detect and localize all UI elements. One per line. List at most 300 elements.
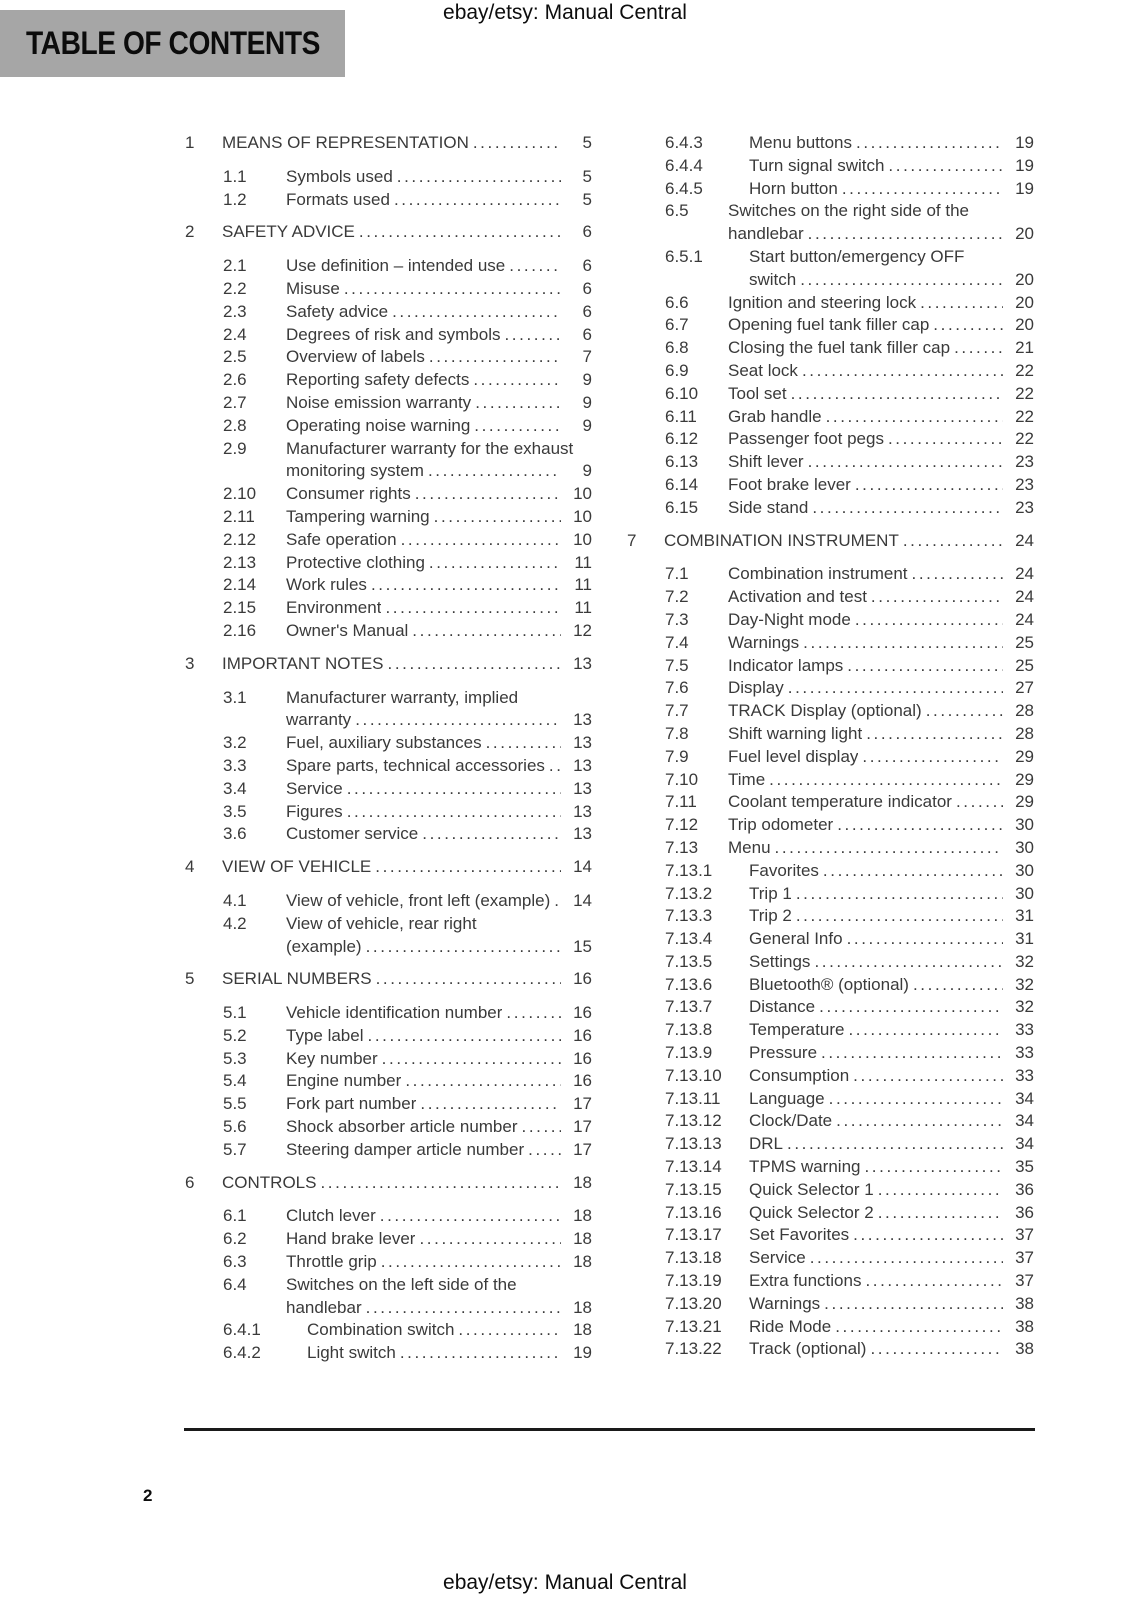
toc-entry-number: 7.13.8 — [665, 1020, 713, 1040]
dot-leader — [796, 883, 1003, 906]
toc-entry-title: Distance — [749, 997, 816, 1017]
toc-entry-number: 2.16 — [223, 620, 257, 640]
toc-entry-title: Switches on the left side of the — [286, 1274, 517, 1294]
toc-entry-page: 13 — [573, 824, 592, 844]
dot-leader — [422, 823, 561, 846]
toc-entry — [185, 324, 592, 347]
toc-entry-page: 34 — [1015, 1111, 1034, 1131]
toc-entry-number: 5.7 — [223, 1139, 247, 1159]
toc-entry — [185, 1274, 592, 1320]
dot-leader — [375, 856, 561, 879]
toc-entry-title: Menu — [728, 837, 771, 857]
dot-leader — [864, 1156, 1003, 1179]
dot-leader — [788, 677, 1003, 700]
toc-entry-page: 20 — [1015, 315, 1034, 335]
toc-entry — [627, 178, 1034, 201]
dot-leader — [486, 732, 561, 755]
toc-entry-number: 2.11 — [223, 506, 255, 526]
toc-entry-number: 4 — [185, 857, 195, 877]
toc-entry-title: Steering damper article number — [286, 1139, 525, 1159]
toc-entry — [627, 996, 1034, 1019]
toc-entry — [627, 474, 1034, 497]
toc-entry-number: 7 — [627, 530, 637, 550]
dot-leader — [344, 278, 561, 301]
toc-entry-page: 32 — [1015, 974, 1034, 994]
toc-entry — [627, 883, 1034, 906]
toc-entry-title: Spare parts, technical accessories — [286, 755, 545, 775]
page-title: TABLE OF CONTENTS — [26, 25, 320, 61]
dot-leader — [401, 529, 561, 552]
page-title-banner — [0, 10, 345, 77]
toc-entry-title: Misuse — [286, 278, 340, 298]
toc-entry-page: 31 — [1015, 906, 1034, 926]
toc-entry-page: 6 — [582, 256, 592, 276]
dot-leader — [787, 1133, 1003, 1156]
toc-entry-title-continued: handlebar — [286, 1297, 362, 1317]
toc-entry-number: 2.12 — [223, 529, 257, 549]
toc-entry — [627, 360, 1034, 383]
dot-leader — [775, 837, 1003, 860]
toc-entry-number: 5.5 — [223, 1094, 247, 1114]
toc-entry — [185, 620, 592, 643]
toc-entry-number: 7.13.10 — [665, 1065, 722, 1085]
toc-entry — [627, 974, 1034, 997]
dot-leader — [392, 301, 561, 324]
toc-entry-page: 24 — [1015, 587, 1034, 607]
dot-leader — [913, 974, 1003, 997]
dot-leader — [796, 905, 1003, 928]
toc-entry-number: 6.11 — [665, 406, 697, 426]
toc-entry — [627, 1179, 1034, 1202]
toc-entry — [185, 415, 592, 438]
dot-leader — [368, 1025, 562, 1048]
toc-entry-number: 6.5 — [665, 201, 689, 221]
toc-entry — [185, 255, 592, 278]
toc-entry-page: 10 — [573, 529, 592, 549]
toc-entry-title: Hand brake lever — [286, 1229, 416, 1249]
toc-entry-title: VIEW OF VEHICLE — [222, 857, 372, 877]
toc-entry-number: 1 — [185, 133, 195, 152]
toc-entry-number: 6.7 — [665, 315, 689, 335]
toc-entry-number: 7.5 — [665, 655, 689, 675]
toc-entry-page: 34 — [1015, 1088, 1034, 1108]
toc-entry — [627, 406, 1034, 429]
dot-leader — [814, 951, 1003, 974]
toc-entry-number: 1.2 — [223, 189, 247, 209]
dot-leader — [382, 1048, 561, 1071]
toc-entry-page: 18 — [573, 1172, 592, 1192]
toc-entry-title: Reporting safety defects — [286, 370, 470, 390]
toc-entry — [627, 655, 1034, 678]
toc-entry-page: 18 — [573, 1252, 592, 1272]
toc-entry-number: 6.10 — [665, 383, 699, 403]
toc-entry-title: Quick Selector 2 — [749, 1202, 874, 1222]
toc-entry — [627, 1156, 1034, 1179]
toc-entry-number: 6.4 — [223, 1274, 247, 1294]
page-number: 2 — [143, 1486, 153, 1505]
toc-entry-title: Ignition and steering lock — [728, 292, 917, 312]
toc-entry — [185, 823, 592, 846]
dot-leader — [400, 1342, 561, 1365]
toc-entry-page: 14 — [573, 890, 592, 910]
toc-entry-title: Grab handle — [728, 406, 822, 426]
toc-entry-title: Turn signal switch — [749, 155, 885, 175]
toc-entry-title: Extra functions — [749, 1271, 862, 1291]
footer-divider — [184, 1428, 1035, 1431]
toc-entry — [185, 1342, 592, 1365]
toc-entry-page: 13 — [573, 778, 592, 798]
dot-leader — [428, 460, 561, 483]
toc-entry-number: 7.12 — [665, 815, 699, 835]
toc-entry-number: 7.13.18 — [665, 1248, 722, 1268]
toc-entry-title: Environment — [286, 598, 382, 618]
toc-entry — [185, 1093, 592, 1116]
toc-entry-title: Time — [728, 769, 766, 789]
toc-entry-title: Fuel, auxiliary substances — [286, 733, 482, 753]
toc-entry-title: Degrees of risk and symbols — [286, 324, 501, 344]
toc-entry-page: 11 — [574, 552, 592, 572]
toc-entry-title: Bluetooth® (optional) — [749, 974, 909, 994]
toc-entry-title: Throttle grip — [286, 1252, 377, 1272]
toc-entry-page: 23 — [1015, 452, 1034, 472]
toc-entry-page: 22 — [1015, 406, 1034, 426]
toc-entry-page: 24 — [1015, 609, 1034, 629]
toc-entry-number: 7.1 — [665, 564, 689, 584]
toc-entry — [627, 1133, 1034, 1156]
toc-entry-number: 5 — [185, 969, 195, 989]
dot-leader — [506, 1002, 561, 1025]
toc-entry-title: Side stand — [728, 497, 809, 517]
dot-leader — [823, 860, 1003, 883]
toc-entry-number: 6.4.1 — [223, 1320, 261, 1340]
toc-entry-title: Shock absorber article number — [286, 1117, 518, 1137]
toc-entry-page: 22 — [1015, 383, 1034, 403]
toc-entry-page: 5 — [582, 166, 592, 186]
toc-entry-title: Passenger foot pegs — [728, 429, 884, 449]
toc-entry — [627, 1042, 1034, 1065]
toc-entry-number: 7.13.15 — [665, 1179, 722, 1199]
toc-entry-title: SAFETY ADVICE — [222, 222, 355, 242]
toc-entry-page: 11 — [574, 575, 592, 595]
toc-entry-number: 3.3 — [223, 755, 247, 775]
toc-entry-page: 37 — [1015, 1248, 1034, 1268]
toc-entry-page: 24 — [1015, 564, 1034, 584]
toc-entry-title: MEANS OF REPRESENTATION — [222, 133, 469, 152]
toc-entry-number: 7.13 — [665, 837, 699, 857]
dot-leader — [808, 451, 1003, 474]
toc-entry — [627, 746, 1034, 769]
toc-entry-number: 7.13.22 — [665, 1339, 722, 1359]
toc-entry-title: Consumption — [749, 1065, 850, 1085]
toc-entry — [627, 1065, 1034, 1088]
toc-entry — [185, 913, 592, 959]
dot-leader — [847, 928, 1003, 951]
toc-entry-title: Display — [728, 678, 784, 698]
toc-entry — [627, 791, 1034, 814]
dot-leader — [956, 791, 1003, 814]
toc-entry-title: Combination instrument — [728, 564, 908, 584]
toc-section-header — [185, 968, 592, 991]
toc-entry-page: 16 — [573, 1048, 592, 1068]
toc-entry-number: 7.13.13 — [665, 1134, 722, 1154]
toc-entry-page: 13 — [573, 710, 592, 730]
dot-leader — [920, 292, 1003, 315]
dot-leader — [429, 552, 561, 575]
toc-entry-title: Settings — [749, 951, 811, 971]
toc-entry-page: 20 — [1015, 224, 1034, 244]
toc-entry — [627, 292, 1034, 315]
toc-column-left — [185, 132, 592, 1365]
toc-entry-title: Clutch lever — [286, 1206, 376, 1226]
toc-entry-title: Type label — [286, 1025, 364, 1045]
dot-leader — [394, 189, 561, 212]
toc-entry-title: Safe operation — [286, 529, 397, 549]
toc-entry-page: 9 — [582, 461, 592, 481]
toc-entry-title: Noise emission warranty — [286, 392, 472, 412]
toc-entry-number: 7.13.14 — [665, 1157, 722, 1177]
toc-entry — [627, 563, 1034, 586]
toc-entry-page: 25 — [1015, 655, 1034, 675]
dot-leader — [888, 155, 1003, 178]
toc-entry-page: 21 — [1015, 338, 1034, 358]
toc-entry-title: Shift warning light — [728, 723, 863, 743]
dot-leader — [870, 1338, 1003, 1361]
toc-entry-page: 29 — [1015, 769, 1034, 789]
dot-leader — [366, 1297, 561, 1320]
toc-entry — [185, 890, 592, 913]
dot-leader — [836, 1110, 1003, 1133]
toc-entry-page: 22 — [1015, 360, 1034, 380]
toc-entry-number: 3.2 — [223, 733, 247, 753]
toc-entry — [627, 814, 1034, 837]
toc-entry-page: 5 — [582, 133, 592, 152]
toc-entry-number: 7.13.1 — [665, 860, 713, 880]
dot-leader — [866, 723, 1003, 746]
toc-entry — [627, 905, 1034, 928]
toc-entry-page: 36 — [1015, 1202, 1034, 1222]
dot-leader — [473, 369, 561, 392]
toc-entry-page: 18 — [573, 1297, 592, 1317]
toc-entry — [185, 1251, 592, 1274]
toc-entry-number: 5.2 — [223, 1025, 247, 1045]
toc-entry-title: Operating noise warning — [286, 415, 471, 435]
toc-entry-number: 2.4 — [223, 324, 247, 344]
dot-leader — [769, 769, 1003, 792]
toc-entry-title: Formats used — [286, 189, 390, 209]
toc-entry-title: Seat lock — [728, 360, 798, 380]
toc-entry-page: 19 — [573, 1343, 592, 1363]
dot-leader — [320, 1172, 561, 1195]
toc-entry-page: 19 — [1015, 178, 1034, 198]
toc-entry-title: Clock/Date — [749, 1111, 833, 1131]
dot-leader — [381, 1251, 561, 1274]
toc-entry — [185, 506, 592, 529]
dot-leader — [509, 255, 561, 278]
toc-entry-number: 2.7 — [223, 392, 247, 412]
toc-entry-number: 5.3 — [223, 1048, 247, 1068]
toc-entry-page: 30 — [1015, 815, 1034, 835]
toc-entry-page: 33 — [1015, 1043, 1034, 1063]
toc-entry — [627, 337, 1034, 360]
toc-entry-number: 4.1 — [223, 890, 247, 910]
site-header-label: ebay/etsy: Manual Central — [443, 1, 687, 24]
toc-entry — [627, 451, 1034, 474]
toc-entry-page: 9 — [582, 392, 592, 412]
toc-entry-page: 37 — [1015, 1225, 1034, 1245]
toc-entry-number: 6.5.1 — [665, 246, 703, 266]
dot-leader — [878, 1179, 1003, 1202]
toc-entry-title: Coolant temperature indicator — [728, 792, 952, 812]
toc-entry-number: 7.13.5 — [665, 951, 713, 971]
toc-entry — [627, 155, 1034, 178]
dot-leader — [380, 1205, 561, 1228]
toc-entry — [185, 369, 592, 392]
toc-entry-title: Closing the fuel tank filler cap — [728, 338, 951, 358]
toc-entry-page: 30 — [1015, 860, 1034, 880]
toc-entry-title: Trip 1 — [749, 883, 792, 903]
toc-entry-number: 7.13.17 — [665, 1225, 722, 1245]
toc-entry-title: Fuel level display — [728, 746, 859, 766]
toc-entry — [627, 1247, 1034, 1270]
toc-entry-number: 7.13.16 — [665, 1202, 722, 1222]
toc-entry — [185, 1048, 592, 1071]
toc-entry — [185, 301, 592, 324]
toc-entry — [627, 951, 1034, 974]
dot-leader — [819, 996, 1003, 1019]
toc-entry — [627, 497, 1034, 520]
toc-entry-title: Ride Mode — [749, 1316, 832, 1336]
toc-entry-number: 6.3 — [223, 1252, 247, 1272]
toc-entry-title: Language — [749, 1088, 825, 1108]
toc-entry — [627, 1224, 1034, 1247]
toc-entry-page: 38 — [1015, 1339, 1034, 1359]
dot-leader — [888, 428, 1003, 451]
toc-entry — [185, 597, 592, 620]
toc-entry-page: 23 — [1015, 474, 1034, 494]
dot-leader — [847, 655, 1003, 678]
toc-entry-page: 32 — [1015, 951, 1034, 971]
toc-entry-title: Tampering warning — [286, 506, 430, 526]
toc-entry-page: 22 — [1015, 429, 1034, 449]
toc-section-header — [627, 530, 1034, 553]
toc-entry — [627, 609, 1034, 632]
dot-leader — [842, 178, 1003, 201]
toc-entry-title: Trip 2 — [749, 906, 792, 926]
toc-entry-title: Horn button — [749, 178, 838, 198]
site-footer-label: ebay/etsy: Manual Central — [443, 1571, 687, 1594]
toc-entry-title: Temperature — [749, 1020, 845, 1040]
toc-entry-page: 16 — [573, 1025, 592, 1045]
toc-entry-number: 3 — [185, 653, 195, 673]
toc-entry-title-continued: warranty — [286, 710, 352, 730]
toc-entry-number: 5.4 — [223, 1071, 247, 1091]
toc-entry — [185, 552, 592, 575]
dot-leader — [853, 1065, 1003, 1088]
toc-entry-title: COMBINATION INSTRUMENT — [664, 530, 899, 550]
toc-column-right — [627, 132, 1034, 1361]
dot-leader — [405, 1070, 561, 1093]
toc-entry-page: 20 — [1015, 292, 1034, 312]
toc-entry-page: 9 — [582, 370, 592, 390]
toc-entry — [627, 928, 1034, 951]
toc-entry-number: 7.13.20 — [665, 1293, 722, 1313]
toc-entry — [627, 1270, 1034, 1293]
toc-entry — [185, 1139, 592, 1162]
toc-section-header — [185, 1172, 592, 1195]
toc-entry-title-continued: switch — [749, 269, 797, 289]
toc-entry-title: Trip odometer — [728, 815, 834, 835]
toc-entry-number: 7.6 — [665, 678, 689, 698]
toc-entry — [185, 778, 592, 801]
toc-entry-page: 13 — [573, 653, 592, 673]
dot-leader — [837, 814, 1003, 837]
toc-entry — [185, 392, 592, 415]
toc-entry-page: 14 — [573, 857, 592, 877]
dot-leader — [355, 709, 561, 732]
dot-leader — [419, 1228, 561, 1251]
dot-leader — [549, 755, 561, 778]
toc-entry — [185, 1205, 592, 1228]
toc-entry-number: 5.1 — [223, 1003, 247, 1023]
toc-entry-number: 6.2 — [223, 1229, 247, 1249]
dot-leader — [800, 269, 1003, 292]
toc-entry-number: 6 — [185, 1172, 195, 1192]
toc-entry-page: 11 — [574, 598, 592, 618]
toc-entry-number: 2.13 — [223, 552, 257, 572]
dot-leader — [855, 474, 1003, 497]
dot-leader — [458, 1319, 561, 1342]
toc-entry-number: 6.12 — [665, 429, 699, 449]
toc-entry-title-continued: (example) — [286, 936, 362, 956]
toc-entry-page: 16 — [573, 1071, 592, 1091]
toc-entry-page: 6 — [582, 324, 592, 344]
toc-entry-number: 7.8 — [665, 723, 689, 743]
toc-entry-page: 37 — [1015, 1271, 1034, 1291]
toc-entry-number: 2.3 — [223, 301, 247, 321]
toc-entry-page: 24 — [1015, 530, 1034, 550]
toc-entry-page: 13 — [573, 733, 592, 753]
toc-entry-number: 7.13.21 — [665, 1316, 722, 1336]
toc-entry — [185, 1070, 592, 1093]
toc-entry-number: 2 — [185, 222, 195, 242]
toc-entry-number: 7.13.4 — [665, 929, 713, 949]
dot-leader — [791, 383, 1003, 406]
toc-entry-title: Light switch — [307, 1343, 396, 1363]
dot-leader — [803, 632, 1003, 655]
toc-entry-number: 2.6 — [223, 370, 247, 390]
toc-entry-number: 2.8 — [223, 415, 247, 435]
toc-entry-title: Combination switch — [307, 1320, 455, 1340]
toc-entry-number: 6.6 — [665, 292, 689, 312]
toc-entry-number: 6.15 — [665, 497, 699, 517]
toc-entry-number: 3.1 — [223, 687, 247, 707]
dot-leader — [802, 360, 1003, 383]
toc-entry-title: Fork part number — [286, 1094, 417, 1114]
toc-entry-number: 6.4.3 — [665, 133, 703, 152]
toc-entry-title: Service — [749, 1248, 806, 1268]
toc-entry-title: Service — [286, 778, 343, 798]
dot-leader — [933, 314, 1003, 337]
toc-entry — [185, 1228, 592, 1251]
toc-entry-title: IMPORTANT NOTES — [222, 653, 384, 673]
toc-entry-page: 38 — [1015, 1293, 1034, 1313]
toc-entry-page: 27 — [1015, 678, 1034, 698]
dot-leader — [473, 132, 561, 155]
toc-entry-page: 20 — [1015, 269, 1034, 289]
toc-entry-number: 5.6 — [223, 1117, 247, 1137]
dot-leader — [522, 1116, 561, 1139]
toc-entry — [627, 677, 1034, 700]
